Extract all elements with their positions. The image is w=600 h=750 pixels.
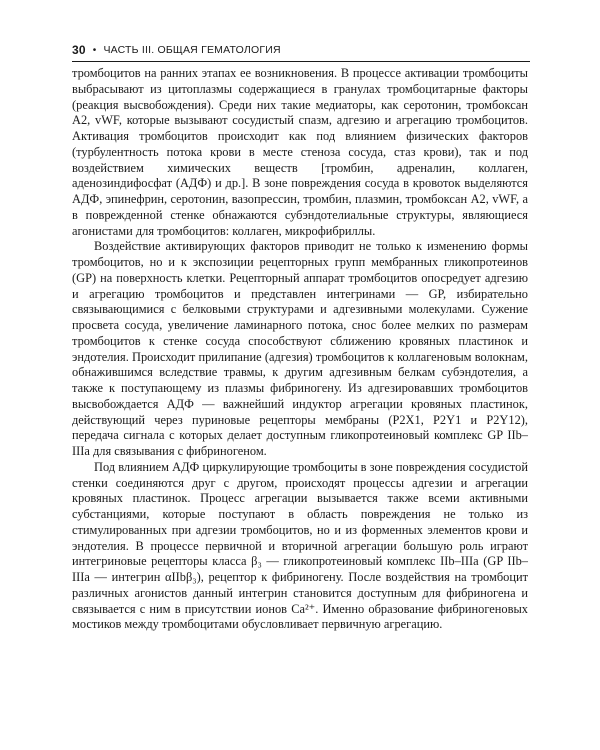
paragraph-3: Под влиянием АДФ циркулирующие тромбоциты в зоне повреждения сосудистой стенки соединяются друг с другом, происходят процессы адгезии и агрегации кровяных пластинок. Процесс агрегации вызывается также всеми активными субстанциями, которые поступают в область повреждения не только из стимулированных при адгезии тромбоцитов, но и из форменных элементов крови и эндотелия. В процессе первичной и вторичной агрегации большую роль играют интегриновые рецепторы класса β₃ — гликопротеиновый комплекс IIb–IIIa (GP IIb–IIIa — интегрин αIIbβ₃), рецептор к фибриногену. После воздействия на тромбоцит различных агонистов данный интегрин становится доступным для фибриногена и связывается с ним в присутствии ионов Ca²⁺. Именно образование фибриногеновых мостиков между тромбоцитами обусловливает первичную агрегацию. xyxy=(72,459,528,632)
running-header xyxy=(72,42,530,58)
header-rule xyxy=(72,61,530,62)
page-number: 30 xyxy=(72,43,86,57)
body-text xyxy=(72,66,528,633)
paragraph-1: тромбоцитов на ранних этапах ее возникновения. В процессе активации тромбоциты выбрасывают из цитоплазмы содержащиеся в гранулах тромбоцитарные факторы (реакция высвобождения). Среди них такие медиаторы, как серотонин, тромбоксан А2, vWF, которые вызывают сосудистый спазм, адгезию и агрегацию тромбоцитов. Активация тромбоцитов происходит как под влиянием физических факторов (турбулентность потока крови в месте стеноза сосуда, стаз крови), так и под воздействием химических веществ [тромбин, адреналин, коллаген, аденозиндифосфат (АДФ) и др.]. В зоне повреждения сосуда в кровоток выделяются АДФ, эпинефрин, серотонин, вазопрессин, тромбин, плазмин, тромбоксан А2, vWF, а в поврежденной стенке обнажаются субэндотелиальные структуры, являющиеся агонистами для тромбоцитов: коллаген, микрофибриллы. xyxy=(72,66,528,238)
section-title: ЧАСТЬ III. ОБЩАЯ ГЕМАТОЛОГИЯ xyxy=(103,44,281,56)
paragraph-2: Воздействие активирующих факторов приводит не только к изменению формы тромбоцитов, но и к экспозиции рецепторных групп мембранных гликопротеинов (GP) на поверхность клетки. Рецепторный аппарат тромбоцитов опосредует адгезию и агрегацию тромбоцитов и представлен интегринами — GP, избирательно связывающимися с белковыми структурами и адгезивными молекулами. Сужение просвета сосуда, увеличение ламинарного потока, снос более мелких по размерам тромбоцитов к стенке сосуда способствуют сближению кровяных пластинок и эндотелия. Происходит прилипание (адгезия) тромбоцитов к коллагеновым волокнам, обнажившимся вследствие травмы, к другим адгезивным белкам субэндотелия, а также к поступающему из плазмы фибриногену. Из адгезировавших тромбоцитов высвобождается АДФ — важнейший индуктор агрегации кровяных пластинок, действующий через пуриновые рецепторы мембраны (P2X1, P2Y1 и P2Y12), передача сигнала с которых делает доступным гликопротеиновый комплекс GP IIb–IIIa для связывания с фибриногеном. xyxy=(72,239,528,458)
header-bullet: • xyxy=(92,44,97,56)
